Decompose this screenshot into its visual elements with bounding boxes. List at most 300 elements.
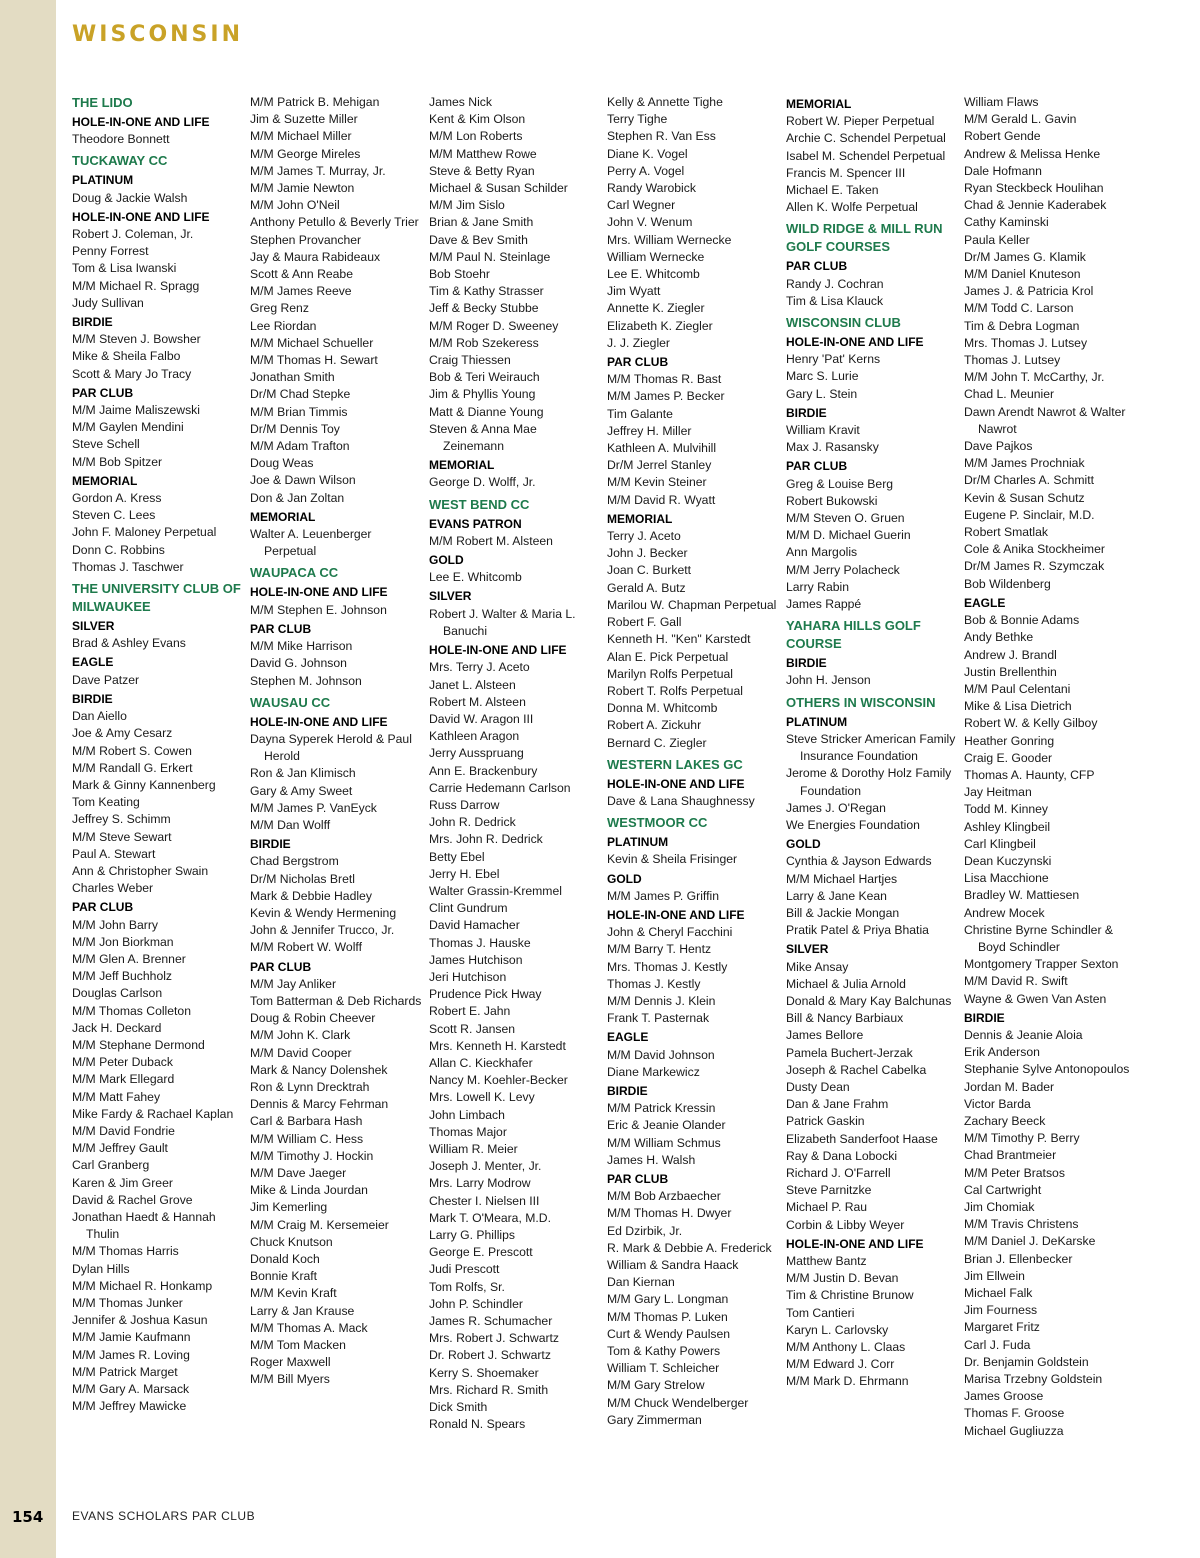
donor-name: M/M Patrick B. Mehigan [250,95,380,109]
donor-name: James Rappé [786,597,862,612]
donor-name: Carl Wegner [607,198,676,213]
donor-name: Michael Falk [964,1286,1033,1301]
donor-name: Greg Renz [250,301,309,316]
donor-name: Archie C. Schendel Perpetual [786,131,946,146]
donor-name: Elizabeth Sanderfoot Haase [786,1131,938,1146]
donor-name: Paul A. Stewart [72,846,156,861]
donor-name: M/M Jay Anliker [250,976,337,991]
donor-name: Penny Forrest [72,244,149,259]
donor-name: M/M D. Michael Guerin [786,528,911,543]
donor-name: M/M Timothy J. Hockin [250,1148,374,1163]
donor-name: Theodore Bonnett [72,132,170,147]
donor-name: M/M Thomas H. Sewart [250,353,378,368]
donor-name: Elizabeth K. Ziegler [607,318,713,333]
donor-name: Jerry H. Ebel [429,866,500,881]
donor-name: Jeffrey H. Miller [607,423,692,438]
level-heading: HOLE-IN-ONE AND LIFE [786,335,924,350]
donor-name: M/M Rob Szekeress [429,335,539,350]
donor-name: M/M Daniel Knuteson [964,267,1081,282]
donor-name: Michael & Julia Arnold [786,976,906,991]
donor-name: Dave Pajkos [964,439,1033,454]
donor-name: Andrew Mocek [964,905,1045,920]
donor-name: Tim & Debra Logman [964,318,1080,333]
donor-name: Ann E. Brackenbury [429,763,538,778]
donor-name: Bernard C. Ziegler [607,735,707,750]
donor-name: M/M George Mireles [250,146,361,161]
donor-name: William Kravit [786,423,860,438]
donor-name: Donald & Mary Kay Balchunas [786,993,952,1008]
donor-name: Gordon A. Kress [72,491,162,506]
level-heading: HOLE-IN-ONE AND LIFE [250,585,388,600]
donor-name: James J. & Patricia Krol [964,284,1094,299]
column-5 [786,94,958,1391]
donor-name: M/M James Prochniak [964,456,1085,471]
donor-name: Bradley W. Mattiesen [964,888,1080,903]
donor-name: Dan & Jane Frahm [786,1097,889,1112]
donor-name: M/M David Fondrie [72,1123,175,1138]
club-heading: THE LIDO [72,95,133,110]
donor-name: Lee E. Whitcomb [429,570,522,585]
donor-name: Terry J. Aceto [607,529,681,544]
donor-name: M/M Gerald L. Gavin [964,112,1077,127]
donor-name: M/M Glen A. Brenner [72,951,186,966]
donor-name: M/M Stephen E. Johnson [250,602,387,617]
level-heading: PAR CLUB [250,959,312,974]
donor-name: M/M David Johnson [607,1047,715,1062]
donor-name: Dennis & Marcy Fehrman [250,1097,389,1112]
donor-name: Steve Stricker American Family Insurance Foundation [786,731,956,764]
donor-name: Dr/M Nicholas Bretl [250,871,355,886]
donor-name: Bonnie Kraft [250,1269,318,1284]
donor-name: Allen K. Wolfe Perpetual [786,200,918,215]
donor-name: M/M Brian Timmis [250,404,348,419]
donor-name: M/M James P. Becker [607,389,725,404]
level-heading: EAGLE [964,595,1006,610]
donor-name: Mrs. Kenneth H. Karstedt [429,1038,566,1053]
donor-name: Marisa Trzebny Goldstein [964,1372,1103,1387]
donor-name: M/M Jamie Kaufmann [72,1330,191,1345]
donor-name: Robert F. Gall [607,615,682,630]
donor-name: Robert E. Jahn [429,1004,511,1019]
donor-name: Mrs. Thomas J. Lutsey [964,335,1088,350]
donor-name: Mike Fardy & Rachael Kaplan [72,1106,234,1121]
donor-name: R. Mark & Debbie A. Frederick [607,1240,772,1255]
club-heading: WAUPACA CC [250,565,339,581]
donor-name: Jennifer & Joshua Kasun [72,1313,208,1328]
donor-name: Ron & Lynn Drecktrah [250,1079,370,1094]
donor-name: Tom & Kathy Powers [607,1344,721,1359]
donor-name: Curt & Wendy Paulsen [607,1326,731,1341]
donor-name: James J. O'Regan [786,800,886,815]
donor-name: Dr/M Chad Stepke [250,387,351,402]
donor-name: Karen & Jim Greer [72,1175,173,1190]
donor-name: M/M Edward J. Corr [786,1357,895,1372]
donor-name: Cal Cartwright [964,1182,1042,1197]
level-heading: PAR CLUB [72,900,134,915]
donor-name: M/M Matthew Rowe [429,146,537,161]
donor-name: Carl J. Fuda [964,1337,1031,1352]
donor-name: Montgomery Trapper Sexton [964,957,1119,972]
donor-name: Jerry Ausspruang [429,746,524,761]
donor-name: Ray & Dana Lobocki [786,1148,898,1163]
donor-name: Lee Riordan [250,318,317,333]
level-heading: HOLE-IN-ONE AND LIFE [786,1236,924,1251]
donor-name: Frank T. Pasternak [607,1011,710,1026]
donor-name: Dean Kuczynski [964,853,1052,868]
donor-name: Charles Weber [72,881,154,896]
donor-name: David Hamacher [429,918,520,933]
donor-name: Erik Anderson [964,1045,1040,1060]
donor-name: M/M David R. Swift [964,974,1068,989]
donor-name: M/M Barry T. Hentz [607,942,712,957]
donor-name: Jeff & Becky Stubbe [429,301,539,316]
donor-name: Michael P. Rau [786,1200,868,1215]
level-heading: HOLE-IN-ONE AND LIFE [250,714,388,729]
donor-name: M/M Thomas Junker [72,1296,183,1310]
donor-name: Jay Heitman [964,785,1032,800]
donor-name: M/M Michael R. Honkamp [72,1278,213,1293]
donor-name: Stephen M. Johnson [250,673,362,688]
donor-name: Jim Ellwein [964,1268,1025,1283]
donor-name: Chuck Knutson [250,1234,333,1249]
donor-name: Judy Sullivan [72,295,144,310]
donor-name: Wayne & Gwen Van Asten [964,991,1107,1006]
donor-name: Victor Barda [964,1096,1031,1111]
donor-name: Donn C. Robbins [72,542,165,557]
club-heading: WEST BEND CC [429,496,530,512]
donor-name: Joe & Amy Cesarz [72,726,173,741]
column-1 [72,94,244,1415]
donor-name: Cole & Anika Stockheimer [964,542,1105,557]
donor-name: Larry Rabin [786,579,849,594]
donor-name: Steve Parnitzke [786,1183,872,1198]
donor-name: John J. Becker [607,546,688,561]
donor-name: Jay & Maura Rabideaux [250,249,381,264]
donor-name: M/M Chuck Wendelberger [607,1395,749,1410]
donor-name: Kenneth H. "Ken" Karstedt [607,632,751,647]
level-heading: BIRDIE [72,691,113,706]
level-heading: GOLD [786,837,821,852]
donor-name: John R. Dedrick [429,815,516,830]
donor-name: M/M Justin D. Bevan [786,1271,899,1286]
donor-name: John F. Maloney Perpetual [72,525,217,540]
donor-name: Dawn Arendt Nawrot & Walter Nawrot [964,404,1126,436]
donor-name: Andy Bethke [964,630,1034,645]
donor-name: M/M Matt Fahey [72,1089,161,1104]
donor-name: Tim & Kathy Strasser [429,284,544,299]
club-heading: WISCONSIN CLUB [786,315,901,331]
donor-name: Bob & Bonnie Adams [964,613,1080,628]
donor-name: James Groose [964,1389,1044,1404]
page-title: WISCONSIN [72,22,243,47]
donor-name: Jonathan Haedt & Hannah Thulin [72,1209,216,1242]
donor-name: Justin Brellenthin [964,664,1057,679]
donor-name: Kathleen A. Mulvihill [607,441,717,456]
donor-name: Walter Grassin-Kremmel [429,883,562,898]
donor-name: Andrew J. Brandl [964,647,1057,662]
donor-name: Eugene P. Sinclair, M.D. [964,507,1095,522]
donor-name: Eric & Jeanie Olander [607,1118,726,1133]
donor-name: M/M Bill Myers [250,1372,330,1387]
donor-name: M/M Steven J. Bowsher [72,332,201,347]
donor-name: Dr/M James G. Klamik [964,249,1086,264]
donor-name: George D. Wolff, Jr. [429,475,536,490]
donor-name: Dylan Hills [72,1261,130,1276]
level-heading: BIRDIE [786,656,827,671]
donor-name: We Energies Foundation [786,817,920,832]
donor-name: Jim Chomiak [964,1200,1035,1214]
donor-name: M/M Jeff Buchholz [72,969,173,984]
donor-name: M/M Paul N. Steinlage [429,249,551,264]
donor-name: M/M Jeffrey Mawicke [72,1399,187,1414]
donor-name: M/M Michael R. Spragg [72,278,200,293]
donor-name: Douglas Carlson [72,986,163,1001]
donor-name: Dennis & Jeanie Aloia [964,1027,1083,1042]
donor-name: Betty Ebel [429,849,485,864]
donor-name: M/M Patrick Marget [72,1364,178,1379]
donor-name: Christine Byrne Schindler & Boyd Schindler [964,922,1114,954]
donor-name: Judi Prescott [429,1262,500,1277]
donor-name: M/M Steven O. Gruen [786,511,905,526]
donor-name: Dr/M James R. Szymczak [964,559,1105,574]
level-heading: EVANS PATRON [429,516,522,531]
level-heading: PLATINUM [607,835,669,850]
donor-name: Jonathan Smith [250,370,335,385]
donor-name: M/M Jim Sislo [429,198,505,213]
donor-name: Thomas J. Hauske [429,935,531,950]
donor-name: Donna M. Whitcomb [607,701,718,716]
donor-name: Ann & Christopher Swain [72,863,209,878]
donor-name: Mrs. Thomas J. Kestly [607,959,728,974]
donor-name: Dave Patzer [72,672,140,687]
donor-name: M/M Patrick Kressin [607,1101,716,1116]
level-heading: PAR CLUB [786,459,848,474]
club-heading: TUCKAWAY CC [72,153,168,169]
donor-name: Mark & Debbie Hadley [250,888,372,903]
donor-name: Perry A. Vogel [607,163,685,178]
donor-name: Mike & Linda Jourdan [250,1183,368,1198]
donor-name: Dr. Robert J. Schwartz [429,1348,551,1363]
donor-name: Mark T. O'Meara, M.D. [429,1210,551,1225]
level-heading: SILVER [72,619,115,634]
donor-name: Kelly & Annette Tighe [607,95,723,109]
donor-name: William Flaws [964,95,1039,109]
donor-name: Thomas Major [429,1124,507,1139]
donor-name: Robert J. Coleman, Jr. [72,227,194,242]
donor-name: Jordan M. Bader [964,1079,1055,1094]
donor-name: Donald Koch [250,1252,320,1266]
level-heading: EAGLE [607,1030,649,1045]
donor-name: David G. Johnson [250,656,347,671]
donor-name: Jim Fourness [964,1303,1038,1318]
level-heading: SILVER [786,942,829,957]
donor-name: William Wernecke [607,249,705,264]
donor-name: Kevin & Susan Schutz [964,490,1085,505]
level-heading: MEMORIAL [250,509,316,524]
donor-name: James R. Schumacher [429,1314,553,1329]
donor-name: M/M Robert S. Cowen [72,743,192,758]
donor-name: Matthew Bantz [786,1253,867,1268]
donor-name: M/M William C. Hess [250,1131,364,1146]
donor-name: M/M Paul Celentani [964,681,1071,696]
donor-name: Tim Galante [607,406,673,421]
donor-name: Mrs. Richard R. Smith [429,1382,549,1397]
donor-name: M/M Bob Spitzer [72,454,163,469]
donor-name: David & Rachel Grove [72,1192,193,1207]
donor-name: M/M Mark D. Ehrmann [786,1374,909,1389]
donor-name: Ed Dzirbik, Jr. [607,1223,683,1238]
donor-name: Thomas A. Haunty, CFP [964,767,1095,782]
donor-name: M/M Thomas H. Dwyer [607,1206,732,1221]
donor-name: M/M Travis Christens [964,1217,1079,1232]
donor-name: M/M Peter Bratsos [964,1165,1065,1180]
donor-name: M/M Robert M. Alsteen [429,533,553,548]
donor-name: M/M Michael Miller [250,129,352,144]
donor-name: M/M James P. VanEyck [250,800,377,815]
donor-name: M/M Stephane Dermond [72,1037,205,1052]
donor-name: John Limbach [429,1107,505,1122]
donor-name: Max J. Rasansky [786,440,879,455]
donor-name: John H. Jenson [786,673,871,688]
donor-name: M/M Dennis J. Klein [607,993,716,1008]
level-heading: BIRDIE [786,405,827,420]
level-heading: PAR CLUB [607,1171,669,1186]
donor-name: James Bellore [786,1028,864,1043]
donor-name: Gerald A. Butz [607,580,686,595]
donor-name: John V. Wenum [607,215,693,230]
level-heading: MEMORIAL [786,97,852,111]
donor-name: M/M Randall G. Erkert [72,760,193,775]
donor-name: Robert W. Pieper Perpetual [786,114,935,129]
donor-name: Jeffrey S. Schimm [72,812,171,827]
donor-name: Nancy M. Koehler-Becker [429,1073,568,1088]
donor-name: M/M Jon Biorkman [72,934,174,949]
donor-name: Mrs. Terry J. Aceto [429,660,530,675]
donor-name: M/M James T. Murray, Jr. [250,163,386,178]
donor-name: Bob Stoehr [429,267,490,282]
donor-name: Robert J. Walter & Maria L. Banuchi [429,606,576,638]
donor-name: Mrs. John R. Dedrick [429,832,543,847]
donor-name: Marilyn Rolfs Perpetual [607,666,733,681]
donor-name: Carrie Hedemann Carlson [429,780,571,795]
donor-name: M/M David Cooper [250,1045,352,1060]
donor-name: Robert Smatlak [964,525,1048,540]
donor-name: Kevin & Sheila Frisinger [607,852,738,867]
donor-name: Walter A. Leuenberger Perpetual [250,527,372,559]
level-heading: MEMORIAL [72,473,138,488]
donor-name: Jim Wyatt [607,284,661,299]
donor-name: Gary Zimmerman [607,1412,702,1427]
club-heading: WAUSAU CC [250,694,331,710]
donor-name: Dayna Syperek Herold & Paul Herold [250,731,412,764]
donor-name: M/M Dan Wolff [250,817,331,832]
donor-name: Carl & Barbara Hash [250,1114,363,1129]
donor-name: Dave & Lana Shaughnessy [607,793,755,808]
column-6 [964,94,1136,1440]
donor-name: M/M John O'Neil [250,198,340,213]
donor-name: M/M Robert W. Wolff [250,940,362,955]
donor-name: M/M Bob Arzbaecher [607,1189,721,1204]
donor-name: Mrs. Larry Modrow [429,1176,531,1191]
donor-name: M/M Lon Roberts [429,129,523,144]
donor-name: Larry G. Phillips [429,1228,516,1242]
donor-name: Tim & Lisa Klauck [786,293,884,308]
donor-name: Robert M. Alsteen [429,694,526,709]
level-heading: PLATINUM [72,173,134,188]
donor-name: John & Jennifer Trucco, Jr. [250,923,395,938]
donor-name: M/M Gary A. Marsack [72,1382,190,1397]
donor-name: Margaret Fritz [964,1320,1040,1335]
donor-name: Zachary Beeck [964,1113,1046,1128]
level-heading: HOLE-IN-ONE AND LIFE [429,643,567,658]
donor-name: M/M Gary Strelow [607,1378,705,1393]
level-heading: HOLE-IN-ONE AND LIFE [607,907,745,922]
donor-name: Dale Hofmann [964,163,1042,178]
donor-name: Tom Rolfs, Sr. [429,1279,505,1294]
donor-name: M/M Roger D. Sweeney [429,318,559,333]
donor-name: Bill & Nancy Barbiaux [786,1011,904,1026]
donor-name: M/M James P. Griffin [607,888,719,903]
donor-name: Janet L. Alsteen [429,677,516,692]
donor-name: Jim & Suzette Miller [250,112,358,127]
donor-name: James H. Walsh [607,1152,696,1167]
donor-name: Lisa Macchione [964,871,1049,886]
donor-name: M/M Jerry Polacheck [786,562,900,577]
club-heading: YAHARA HILLS GOLF COURSE [786,618,921,652]
level-heading: MEMORIAL [429,458,495,473]
column-3 [429,94,601,1433]
column-4 [607,94,779,1429]
donor-name: Joan C. Burkett [607,563,691,578]
donor-name: Brad & Ashley Evans [72,636,186,651]
donor-name: Greg & Louise Berg [786,476,894,491]
donor-name: Jerome & Dorothy Holz Family Foundation [786,766,952,798]
donor-name: Mrs. Robert J. Schwartz [429,1331,560,1346]
donor-name: Chester I. Nielsen III [429,1193,540,1208]
donor-name: Robert A. Zickuhr [607,718,702,733]
donor-name: Bob & Teri Weirauch [429,370,540,385]
donor-name: J. J. Ziegler [607,335,670,350]
donor-name: Doug & Jackie Walsh [72,190,188,205]
donor-name: Bill & Jackie Mongan [786,905,900,920]
donor-name: Andrew & Melissa Henke [964,146,1101,161]
level-heading: MEMORIAL [607,511,673,526]
donor-name: Craig Thiessen [429,353,511,368]
donor-name: Ron & Jan Klimisch [250,766,356,781]
level-heading: BIRDIE [607,1083,648,1098]
donor-name: M/M Thomas R. Bast [607,372,722,387]
donor-name: Henry 'Pat' Kerns [786,352,881,367]
donor-name: Doug & Robin Cheever [250,1011,376,1026]
donor-name: Dr/M Charles A. Schmitt [964,473,1095,488]
donor-name: Marc S. Lurie [786,369,859,384]
donor-name: Tom Cantieri [786,1305,855,1320]
donor-name: Brian & Jane Smith [429,215,534,230]
donor-name: Diane K. Vogel [607,146,688,161]
donor-name: Steve & Betty Ryan [429,163,535,178]
donor-name: Annette K. Ziegler [607,301,705,316]
donor-name: James Nick [429,95,492,109]
donor-name: Prudence Pick Hway [429,987,542,1002]
level-heading: BIRDIE [72,315,113,330]
donor-name: M/M Mark Ellegard [72,1072,175,1087]
donor-name: Chad Bergstrom [250,854,339,869]
donor-name: John P. Schindler [429,1296,523,1311]
donor-name: Tim & Christine Brunow [786,1288,914,1303]
donor-name: M/M Kevin Steiner [607,475,707,490]
donor-name: Robert T. Rolfs Perpetual [607,683,743,698]
donor-name: Robert W. & Kelly Gilboy [964,716,1098,731]
